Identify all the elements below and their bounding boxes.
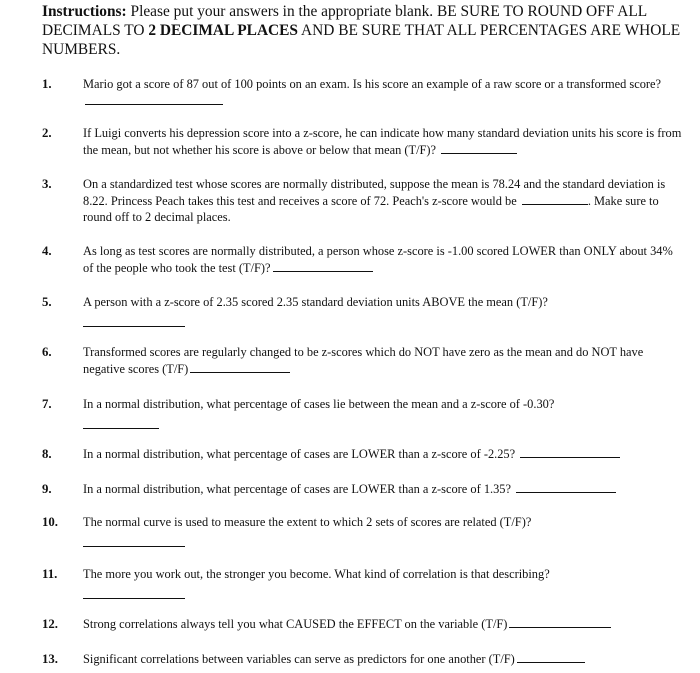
instructions-label: Instructions:	[42, 3, 127, 20]
instructions-emphasis: 2 DECIMAL PLACES	[148, 22, 298, 39]
instructions-text-1: Please put your answers in the appropriate blank. BE SURE TO ROUND OFF ALL DECIMALS TO	[42, 3, 647, 39]
answer-blank[interactable]	[522, 193, 588, 205]
answer-blank[interactable]	[520, 446, 620, 458]
question-text: In a normal distribution, what percentage of cases lie between the mean and a z-score of -0.30?	[83, 397, 555, 411]
question-number: 4.	[42, 244, 52, 258]
question-number: 2.	[42, 126, 52, 140]
answer-blank[interactable]	[273, 260, 373, 272]
question-text: In a normal distribution, what percentage of cases are LOWER than a z-score of 1.35?	[83, 482, 511, 496]
question-text: Significant correlations between variables can serve as predictors for one another (T/F)	[83, 652, 515, 666]
answer-blank[interactable]	[441, 142, 517, 154]
question-number: 10.	[42, 515, 58, 529]
question-number: 3.	[42, 177, 52, 191]
question-number: 12.	[42, 617, 58, 631]
question-number: 11.	[42, 567, 58, 581]
question-text: Strong correlations always tell you what CAUSED the EFFECT on the variable (T/F)	[83, 617, 508, 631]
answer-blank[interactable]	[85, 93, 223, 105]
question-text: Transformed scores are regularly changed to be z-scores which do NOT have zero as the mean and do NOT have negative scores (T/F)	[83, 345, 644, 376]
answer-blank[interactable]	[509, 616, 611, 628]
instructions-text-2: AND BE SURE THAT ALL PERCENTAGES ARE WHOLE NUMBERS.	[42, 22, 681, 58]
answer-blank[interactable]	[83, 315, 185, 327]
answer-blank[interactable]	[83, 535, 185, 547]
answer-blank[interactable]	[190, 361, 290, 373]
instructions	[42, 2, 687, 59]
question-text: In a normal distribution, what percentage of cases are LOWER than a z-score of -2.25?	[83, 447, 516, 461]
question-text: If Luigi converts his depression score into a z-score, he can indicate how many standard deviation units his score is from the mean, but not whether his score is above or below that mean (T/F)?	[83, 126, 682, 157]
question-number: 5.	[42, 295, 52, 309]
question-number: 8.	[42, 447, 52, 461]
answer-blank[interactable]	[516, 481, 616, 493]
question-text: The normal curve is used to measure the extent to which 2 sets of scores are related (T/F)?	[83, 515, 532, 529]
question-number: 6.	[42, 345, 52, 359]
question-text: The more you work out, the stronger you become. What kind of correlation is that describing?	[83, 567, 550, 581]
question-text-after: . Make sure to round off to 2 decimal places.	[83, 193, 659, 224]
question-text: As long as test scores are normally distributed, a person whose z-score is -1.00 scored LOWER than ONLY about 34% of the people who took the test (T/F)?	[83, 244, 673, 275]
question-number: 7.	[42, 397, 52, 411]
question-text: On a standardized test whose scores are normally distributed, suppose the mean is 78.24 and the standard deviation is 8.22. Princess Peach takes this test and receives a score of 72. Peach's z-score would be	[83, 177, 666, 208]
answer-blank[interactable]	[83, 587, 185, 599]
question-number: 13.	[42, 652, 58, 666]
question-number: 1.	[42, 77, 52, 91]
question-text: A person with a z-score of 2.35 scored 2.35 standard deviation units ABOVE the mean (T/F)?	[83, 295, 548, 309]
question-text: Mario got a score of 87 out of 100 points on an exam. Is his score an example of a raw score or a transformed score?	[83, 77, 662, 91]
answer-blank[interactable]	[83, 417, 159, 429]
answer-blank[interactable]	[517, 651, 585, 663]
question-number: 9.	[42, 482, 52, 496]
